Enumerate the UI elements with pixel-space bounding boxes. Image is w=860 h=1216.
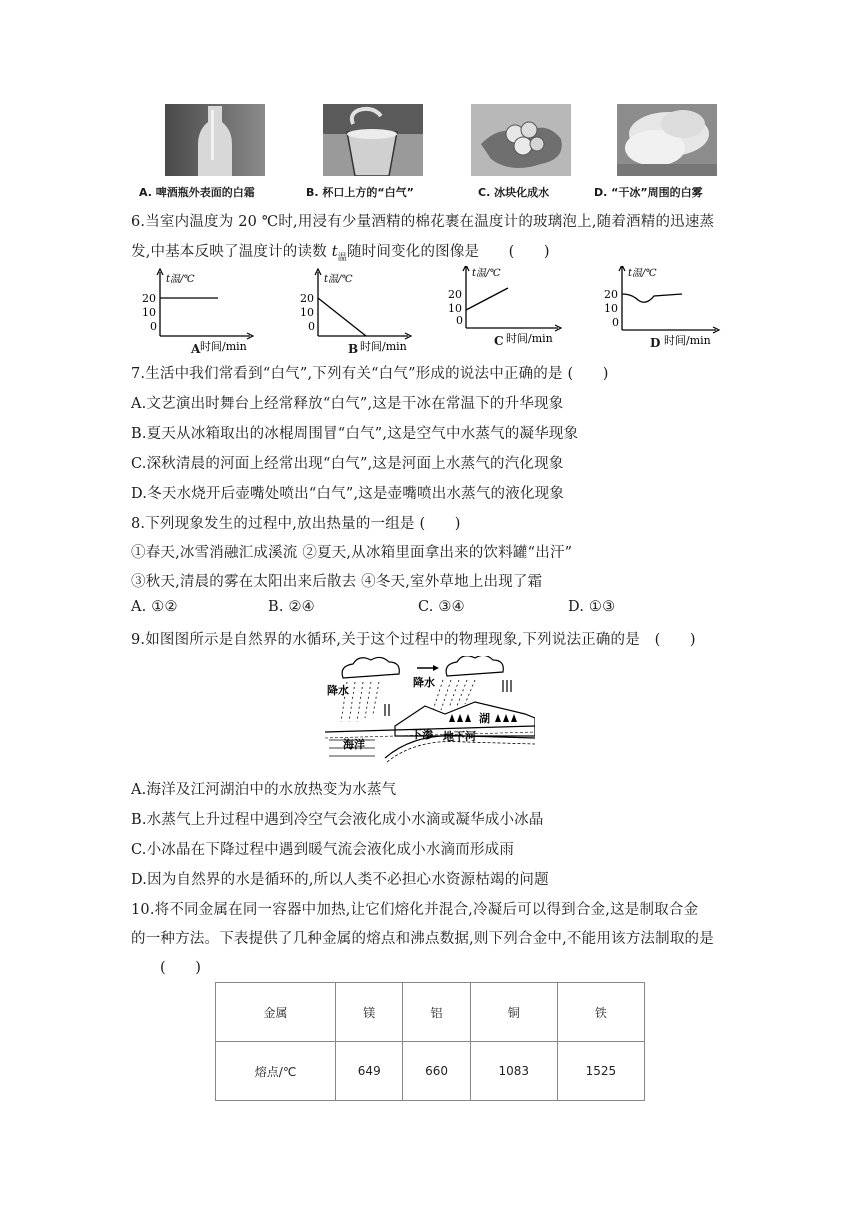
graph-a-xlabel: 时间/min [200, 340, 247, 353]
table-row [216, 1042, 645, 1101]
graph-d-tick20: 20 [604, 288, 618, 301]
graph-b [298, 266, 448, 354]
graph-c-label: C [494, 334, 504, 348]
q7-stem: 7.生活中我们常看到“白气”,下列有关“白气”形成的说法中正确的是 ( ) [131, 366, 609, 382]
table-cell: 649 [336, 1042, 403, 1101]
graph-b-ylabel: t温/℃ [324, 274, 353, 285]
table-cell: 铁 [557, 983, 644, 1042]
table-cell: 镁 [336, 983, 403, 1042]
melting-point-table [215, 982, 645, 1101]
graph-a-tick0: 0 [150, 320, 157, 333]
q9-option-a: A.海洋及江河湖泊中的水放热变为水蒸气 [131, 782, 397, 798]
q9-stem: 9.如图图所示是自然界的水循环,关于这个过程中的物理现象,下列说法正确的是 ( ) [131, 632, 696, 648]
q8-stem: 8.下列现象发生的过程中,放出热量的一组是 ( ) [131, 516, 461, 532]
q8-line1: ①春天,冰雪消融汇成溪流 ②夏天,从冰箱里面拿出来的饮料罐“出汗” [131, 545, 573, 561]
melting-ice-photo [471, 104, 571, 176]
table-cell: 熔点/℃ [216, 1042, 336, 1101]
water-cycle-diagram [325, 656, 535, 766]
graph-a-tick10: 10 [142, 306, 156, 319]
q10-line2: 的一种方法。下表提供了几种金属的熔点和沸点数据,则下列合金中,不能用该方法制取的是 [131, 931, 714, 947]
table-cell: 铝 [403, 983, 470, 1042]
graph-c-ylabel: t温/℃ [472, 268, 501, 279]
q8-option-b: B. ②④ [268, 599, 315, 615]
rain-left-label: 降水 [327, 684, 349, 697]
ocean-label: 海洋 [343, 738, 365, 751]
beer-bottle-photo [165, 104, 265, 176]
q7-option-a: A.文艺演出时舞台上经常释放“白气”,这是干冰在常温下的升华现象 [131, 396, 564, 412]
photo-caption-d: D. “干冰”周围的白雾 [594, 186, 703, 199]
q9-option-d: D.因为自然界的水是循环的,所以人类不必担心水资源枯竭的问题 [131, 872, 549, 888]
graph-c-xlabel: 时间/min [506, 332, 553, 345]
photo-caption-a: A. 啤酒瓶外表面的白霜 [139, 186, 255, 199]
photo-caption-b: B. 杯口上方的“白气” [306, 186, 414, 199]
q7-option-b: B.夏天从冰箱取出的冰棍周围冒“白气”,这是空气中水蒸气的凝华现象 [131, 426, 579, 442]
q9-option-c: C.小冰晶在下降过程中遇到暖气流会液化成小水滴而形成雨 [131, 842, 515, 858]
q8-option-c: C. ③④ [418, 599, 465, 615]
q8-option-a: A. ①② [131, 599, 178, 615]
graph-b-tick20: 20 [300, 292, 314, 305]
photo-caption-c: C. 冰块化成水 [478, 186, 550, 199]
graph-d-tick10: 10 [604, 302, 618, 315]
dry-ice-fog-photo [617, 104, 717, 176]
rain-right-label: 降水 [413, 676, 435, 689]
underground-river-label: 地下河 [443, 730, 476, 743]
graph-b-xlabel: 时间/min [360, 340, 407, 353]
graph-c-tick0: 0 [456, 314, 463, 327]
q7-option-c: C.深秋清晨的河面上经常出现“白气”,这是河面上水蒸气的汽化现象 [131, 456, 564, 472]
table-cell: 铜 [470, 983, 557, 1042]
graph-c-tick10: 10 [448, 302, 462, 315]
table-cell: 660 [403, 1042, 470, 1101]
q8-line2: ③秋天,清晨的雾在太阳出来后散去 ④冬天,室外草地上出现了霜 [131, 574, 543, 590]
graph-b-tick0: 0 [308, 320, 315, 333]
cup-steam-photo [323, 104, 423, 176]
table-cell: 1525 [557, 1042, 644, 1101]
q6-line2: 发,中基本反映了温度计的读数 $t_温$随时间变化的图像是 ( ) [131, 244, 550, 263]
table-cell: 金属 [216, 983, 336, 1042]
q10-line3: ( ) [160, 960, 202, 976]
seep-label: 下渗 [411, 728, 433, 741]
q8-option-d: D. ①③ [568, 599, 616, 615]
graph-d-tick0: 0 [612, 316, 619, 329]
table-header-row [216, 983, 645, 1042]
table-cell: 1083 [470, 1042, 557, 1101]
graph-d-label: D [650, 336, 661, 350]
graph-a-ylabel: t温/℃ [166, 274, 195, 285]
graph-d-ylabel: t温/℃ [628, 268, 657, 279]
graph-c-tick20: 20 [448, 288, 462, 301]
graph-c [446, 266, 596, 354]
q7-option-d: D.冬天水烧开后壶嘴处喷出“白气”,这是壶嘴喷出水蒸气的液化现象 [131, 486, 565, 502]
lake-label: 湖 [479, 712, 490, 725]
graph-a [140, 266, 290, 354]
graph-a-tick20: 20 [142, 292, 156, 305]
graph-d-xlabel: 时间/min [664, 334, 711, 347]
graph-a-label: A [191, 342, 201, 356]
graph-b-label: B [348, 342, 359, 356]
graph-b-tick10: 10 [300, 306, 314, 319]
graph-d [602, 266, 752, 354]
q10-line1: 10.将不同金属在同一容器中加热,让它们熔化并混合,冷凝后可以得到合金,这是制取合金 [131, 902, 699, 918]
q9-option-b: B.水蒸气上升过程中遇到冷空气会液化成小水滴或凝华成小冰晶 [131, 812, 544, 828]
q6-line1: 6.当室内温度为 20 ℃时,用浸有少量酒精的棉花裹在温度计的玻璃泡上,随着酒精的迅速蒸 [131, 214, 715, 230]
